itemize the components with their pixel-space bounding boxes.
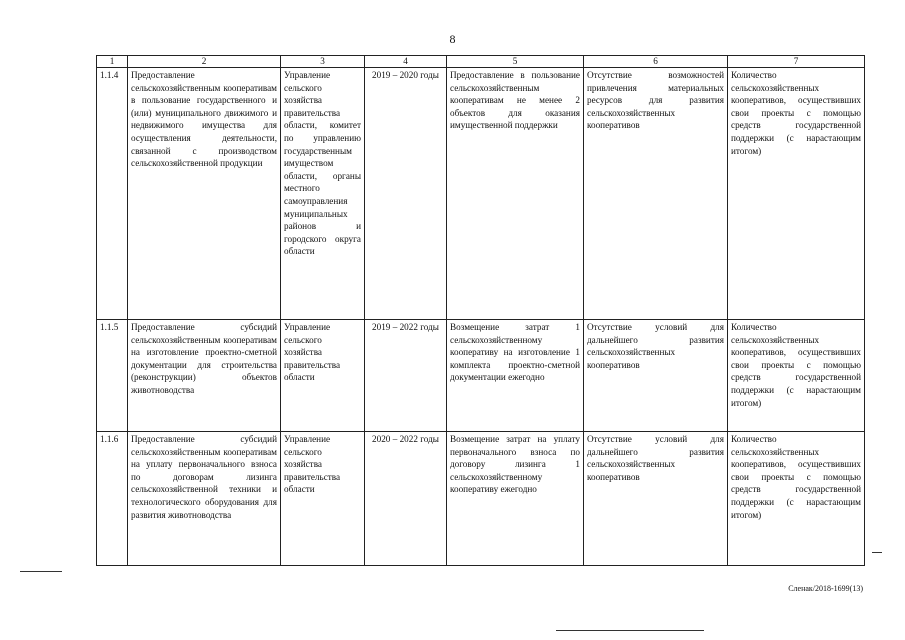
- executor-cell: Управление сельского хозяйства правительства области: [281, 432, 365, 566]
- executor-cell: Управление сельского хозяйства правительства области: [281, 320, 365, 432]
- consequence-cell: Отсутствие условий для дальнейшего развития сельскохозяйственных кооперативов: [584, 432, 728, 566]
- row-number: 1.1.5: [97, 320, 128, 432]
- header-row: [97, 56, 865, 68]
- row-number: 1.1.6: [97, 432, 128, 566]
- header-col-4: 4: [365, 56, 447, 68]
- measure-cell: Предоставление сельскохозяйственным кооперативам в пользование государственного и (или) муниципального движимого и недвижимого имущества для осуществления деятельности, связанной с производством сельскохозяйственной продукции: [128, 68, 281, 320]
- period-cell: 2020 – 2022 годы: [365, 432, 447, 566]
- measures-table: [96, 55, 865, 566]
- header-col-2: 2: [128, 56, 281, 68]
- result-cell: Возмещение затрат 1 сельскохозяйственному кооперативу на изготовление 1 комплекта проектно-сметной документации ежегодно: [447, 320, 584, 432]
- footer-code: Сленак/2018-1699(13): [788, 584, 863, 593]
- table-row: [97, 432, 865, 566]
- header-col-5: 5: [447, 56, 584, 68]
- indicator-cell: Количество сельскохозяйственных кооперативов, осуществивших свои проекты с помощью средств государственной поддержки (с нарастающим итогом): [728, 320, 865, 432]
- period-cell: 2019 – 2020 годы: [365, 68, 447, 320]
- header-col-7: 7: [728, 56, 865, 68]
- page-number: 8: [449, 32, 456, 46]
- result-cell: Возмещение затрат на уплату первоначального взноса по договору лизинга 1 сельскохозяйственному кооперативу ежегодно: [447, 432, 584, 566]
- measure-cell: Предоставление субсидий сельскохозяйственным кооперативам на уплату первоначального взноса по договорам лизинга сельскохозяйственной техники и технологического оборудования для развития животноводства: [128, 432, 281, 566]
- executor-cell: Управление сельского хозяйства правительства области, комитет по управлению государственным имуществом области, органы местного самоуправления муниципальных районов и городского округа области: [281, 68, 365, 320]
- table-row: [97, 320, 865, 432]
- indicator-cell: Количество сельскохозяйственных кооперативов, осуществивших свои проекты с помощью средств государственной поддержки (с нарастающим итогом): [728, 432, 865, 566]
- result-cell: Предоставление в пользование сельскохозяйственным кооперативам не менее 2 объектов для оказания имущественной поддержки: [447, 68, 584, 320]
- scan-line-left: [20, 571, 62, 572]
- scan-line-bottom: [556, 630, 704, 631]
- consequence-cell: Отсутствие условий для дальнейшего развития сельскохозяйственных кооперативов: [584, 320, 728, 432]
- measure-cell: Предоставление субсидий сельскохозяйственным кооперативам на изготовление проектно-сметной документации для строительства (реконструкции) объектов животноводства: [128, 320, 281, 432]
- row-number: 1.1.4: [97, 68, 128, 320]
- header-col-1: 1: [97, 56, 128, 68]
- header-col-6: 6: [584, 56, 728, 68]
- scan-line-right: [872, 552, 882, 553]
- consequence-cell: Отсутствие возможностей привлечения материальных ресурсов для развития сельскохозяйственных кооперативов: [584, 68, 728, 320]
- table-row: [97, 68, 865, 320]
- period-cell: 2019 – 2022 годы: [365, 320, 447, 432]
- indicator-cell: Количество сельскохозяйственных кооперативов, осуществивших свои проекты с помощью средств государственной поддержки (с нарастающим итогом): [728, 68, 865, 320]
- header-col-3: 3: [281, 56, 365, 68]
